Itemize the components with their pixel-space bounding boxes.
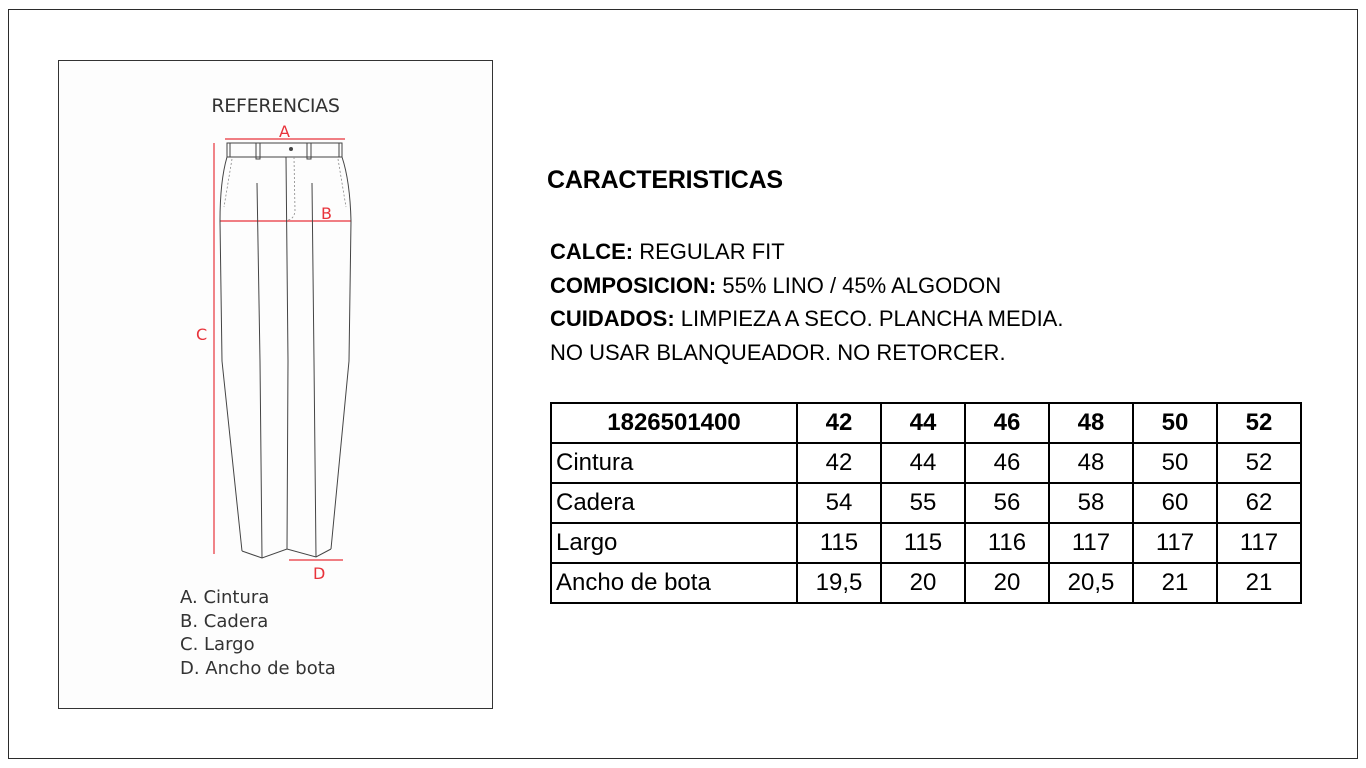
table-cell: 55 <box>881 483 965 523</box>
table-cell: 19,5 <box>797 563 881 603</box>
legend-item-length: C. Largo <box>180 634 255 655</box>
size-header: 46 <box>965 403 1049 443</box>
table-header-row <box>551 403 1301 443</box>
table-cell: 117 <box>1049 523 1133 563</box>
fit-line <box>547 235 1063 269</box>
composition-line <box>547 269 1063 303</box>
table-cell: 20 <box>881 563 965 603</box>
care-line-2: NO USAR BLANQUEADOR. NO RETORCER. <box>550 339 1006 365</box>
size-header: 48 <box>1049 403 1133 443</box>
marker-b: B <box>321 204 332 223</box>
product-code: 1826501400 <box>551 403 797 443</box>
row-label: Cintura <box>551 443 797 483</box>
table-cell: 50 <box>1133 443 1217 483</box>
table-cell: 20,5 <box>1049 563 1133 603</box>
table-cell: 60 <box>1133 483 1217 523</box>
table-row <box>551 523 1301 563</box>
table-cell: 115 <box>881 523 965 563</box>
table-cell: 56 <box>965 483 1049 523</box>
references-legend <box>180 586 336 680</box>
table-cell: 54 <box>797 483 881 523</box>
size-header: 52 <box>1217 403 1301 443</box>
table-cell: 58 <box>1049 483 1133 523</box>
table-cell: 46 <box>965 443 1049 483</box>
table-cell: 21 <box>1217 563 1301 603</box>
legend-item-hip: B. Cadera <box>180 610 269 632</box>
marker-a: A <box>279 122 290 141</box>
table-cell: 116 <box>965 523 1049 563</box>
size-header: 44 <box>881 403 965 443</box>
row-label: Ancho de bota <box>551 563 797 603</box>
marker-c: C <box>196 325 208 344</box>
size-table <box>550 402 1302 604</box>
table-cell: 115 <box>797 523 881 563</box>
references-title: REFERENCIAS <box>211 95 340 117</box>
button-icon <box>289 147 293 151</box>
row-label: Cadera <box>551 483 797 523</box>
composition-value: 55% LINO / 45% ALGODON <box>716 272 1002 298</box>
table-cell: 48 <box>1049 443 1133 483</box>
table-cell: 117 <box>1217 523 1301 563</box>
composition-label: COMPOSICION: <box>550 272 717 298</box>
care-value: LIMPIEZA A SECO. PLANCHA MEDIA. <box>674 306 1064 331</box>
characteristics-title: CARACTERISTICAS <box>547 166 783 194</box>
size-header: 50 <box>1133 403 1217 443</box>
table-cell: 52 <box>1217 443 1301 483</box>
table-cell: 42 <box>797 443 881 483</box>
table-cell: 21 <box>1133 563 1217 603</box>
references-panel <box>58 60 493 709</box>
legend-item-waist: A. Cintura <box>180 587 270 608</box>
table-cell: 20 <box>965 563 1049 603</box>
table-cell: 62 <box>1217 483 1301 523</box>
marker-d: D <box>313 564 326 583</box>
legend-item-hem-width: D. Ancho de bota <box>180 657 336 679</box>
care-label: CUIDADOS: <box>550 306 675 331</box>
table-row <box>551 563 1301 603</box>
fit-label: CALCE: <box>550 239 634 264</box>
table-row <box>551 483 1301 523</box>
characteristics-section <box>547 166 1063 369</box>
table-cell: 44 <box>881 443 965 483</box>
table-row <box>551 443 1301 483</box>
care-line <box>547 302 1063 336</box>
table-cell: 117 <box>1133 523 1217 563</box>
row-label: Largo <box>551 523 797 563</box>
fit-value: REGULAR FIT <box>633 239 785 264</box>
size-header: 42 <box>797 403 881 443</box>
